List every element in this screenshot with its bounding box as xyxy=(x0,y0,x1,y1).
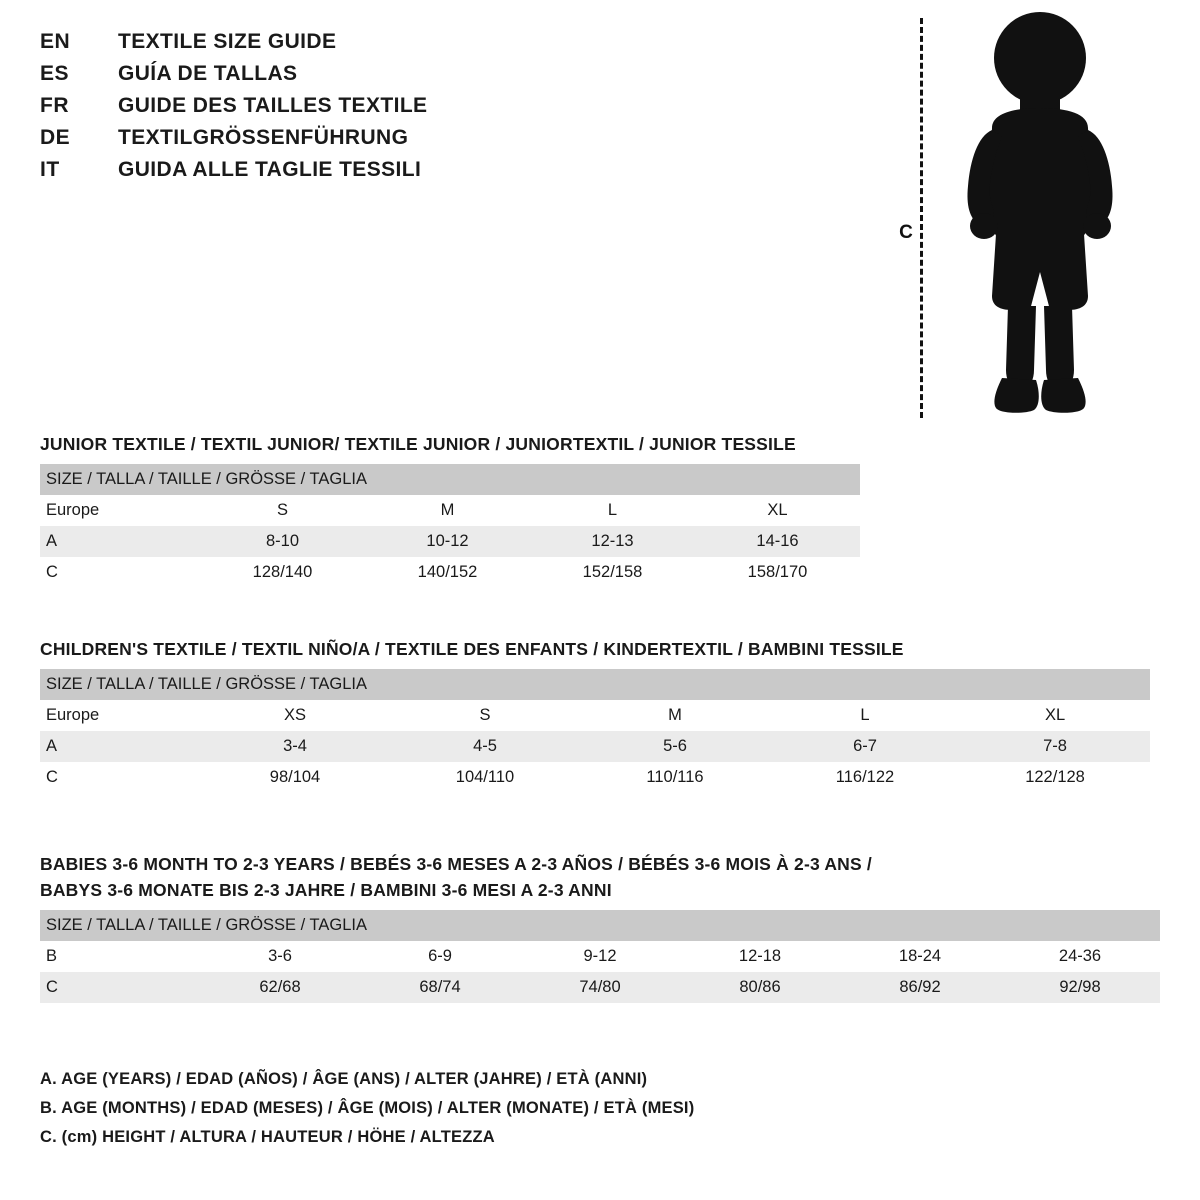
footnote-b: B. AGE (MONTHS) / EDAD (MESES) / ÂGE (MOIS) / ALTER (MONATE) / ETÀ (MESI) xyxy=(40,1099,695,1117)
cell-value: 122/128 xyxy=(960,762,1150,793)
cell-value: 8-10 xyxy=(200,526,365,557)
cell-value: 24-36 xyxy=(1000,941,1160,972)
section-children xyxy=(40,635,1160,793)
babies-size-table xyxy=(40,910,1160,1003)
cell-value: 68/74 xyxy=(360,972,520,1003)
cell-value: 62/68 xyxy=(200,972,360,1003)
cell-value: 140/152 xyxy=(365,557,530,588)
section-babies-title-line2: BABYS 3-6 MONATE BIS 2-3 JAHRE / BAMBINI 3-6 MESI A 2-3 ANNI xyxy=(40,880,612,900)
cell-value: XS xyxy=(200,700,390,731)
cell-value: L xyxy=(770,700,960,731)
section-junior xyxy=(40,430,1160,588)
section-junior-title: JUNIOR TEXTILE / TEXTIL JUNIOR/ TEXTILE JUNIOR / JUNIORTEXTIL / JUNIOR TESSILE xyxy=(40,434,796,454)
table-row xyxy=(40,557,860,588)
cell-value: XL xyxy=(960,700,1150,731)
cell-value: 9-12 xyxy=(520,941,680,972)
cell-value: XL xyxy=(695,495,860,526)
cell-value: 80/86 xyxy=(680,972,840,1003)
table-row xyxy=(40,762,1150,793)
table-header-row xyxy=(40,910,1160,941)
babies-size-header: SIZE / TALLA / TAILLE / GRÖSSE / TAGLIA xyxy=(40,910,1160,941)
cell-value: S xyxy=(200,495,365,526)
cell-value: 3-4 xyxy=(200,731,390,762)
table-row xyxy=(40,526,860,557)
row-label: Europe xyxy=(40,700,200,731)
title-lang-fr: FR xyxy=(40,94,69,117)
title-row-it xyxy=(40,158,660,190)
section-children-title: CHILDREN'S TEXTILE / TEXTIL NIÑO/A / TEXTILE DES ENFANTS / KINDERTEXTIL / BAMBINI TESSILE xyxy=(40,639,904,659)
table-header-row xyxy=(40,464,860,495)
row-label: B xyxy=(40,941,200,972)
cell-value: 12-18 xyxy=(680,941,840,972)
cell-value: 98/104 xyxy=(200,762,390,793)
cell-value: 6-7 xyxy=(770,731,960,762)
footnotes xyxy=(40,1065,1160,1152)
cell-value: 18-24 xyxy=(840,941,1000,972)
title-lang-es: ES xyxy=(40,62,70,85)
cell-value: 6-9 xyxy=(360,941,520,972)
cell-value: 14-16 xyxy=(695,526,860,557)
footnote-c: C. (cm) HEIGHT / ALTURA / HAUTEUR / HÖHE / ALTEZZA xyxy=(40,1128,495,1146)
title-row-fr xyxy=(40,94,660,126)
row-label: A xyxy=(40,526,200,557)
title-text-de: TEXTILGRÖSSENFÜHRUNG xyxy=(118,126,409,149)
title-lang-it: IT xyxy=(40,158,60,181)
cell-value: 4-5 xyxy=(390,731,580,762)
title-block xyxy=(40,30,660,190)
row-label: C xyxy=(40,972,200,1003)
height-marker-label: C xyxy=(895,222,917,244)
title-lang-en: EN xyxy=(40,30,71,53)
row-label: C xyxy=(40,762,200,793)
cell-value: L xyxy=(530,495,695,526)
junior-size-table xyxy=(40,464,860,588)
cell-value: 5-6 xyxy=(580,731,770,762)
child-silhouette-icon xyxy=(940,10,1140,420)
cell-value: M xyxy=(365,495,530,526)
cell-value: S xyxy=(390,700,580,731)
title-row-en xyxy=(40,30,660,62)
footnote-a: A. AGE (YEARS) / EDAD (AÑOS) / ÂGE (ANS) / ALTER (JAHRE) / ETÀ (ANNI) xyxy=(40,1070,648,1088)
cell-value: 152/158 xyxy=(530,557,695,588)
table-header-row xyxy=(40,669,1150,700)
cell-value: 92/98 xyxy=(1000,972,1160,1003)
cell-value: M xyxy=(580,700,770,731)
cell-value: 3-6 xyxy=(200,941,360,972)
title-row-de xyxy=(40,126,660,158)
table-row xyxy=(40,495,860,526)
row-label: A xyxy=(40,731,200,762)
section-babies xyxy=(40,850,1160,1003)
title-text-en: TEXTILE SIZE GUIDE xyxy=(118,30,337,53)
table-row xyxy=(40,972,1160,1003)
table-row xyxy=(40,700,1150,731)
cell-value: 10-12 xyxy=(365,526,530,557)
table-row xyxy=(40,731,1150,762)
table-row xyxy=(40,941,1160,972)
cell-value: 74/80 xyxy=(520,972,680,1003)
junior-size-header: SIZE / TALLA / TAILLE / GRÖSSE / TAGLIA xyxy=(40,464,860,495)
title-text-fr: GUIDE DES TAILLES TEXTILE xyxy=(118,94,428,117)
row-label: C xyxy=(40,557,200,588)
cell-value: 104/110 xyxy=(390,762,580,793)
cell-value: 158/170 xyxy=(695,557,860,588)
cell-value: 110/116 xyxy=(580,762,770,793)
children-size-header: SIZE / TALLA / TAILLE / GRÖSSE / TAGLIA xyxy=(40,669,1150,700)
row-label: Europe xyxy=(40,495,200,526)
cell-value: 86/92 xyxy=(840,972,1000,1003)
measurement-figure xyxy=(895,10,1145,420)
cell-value: 7-8 xyxy=(960,731,1150,762)
height-dashed-line xyxy=(920,18,923,418)
children-size-table xyxy=(40,669,1150,793)
title-lang-de: DE xyxy=(40,126,71,149)
cell-value: 12-13 xyxy=(530,526,695,557)
cell-value: 128/140 xyxy=(200,557,365,588)
title-text-it: GUIDA ALLE TAGLIE TESSILI xyxy=(118,158,422,181)
cell-value: 116/122 xyxy=(770,762,960,793)
title-row-es xyxy=(40,62,660,94)
title-text-es: GUÍA DE TALLAS xyxy=(118,62,298,85)
section-babies-title-line1: BABIES 3-6 MONTH TO 2-3 YEARS / BEBÉS 3-6 MESES A 2-3 AÑOS / BÉBÉS 3-6 MOIS À 2-3 ANS / xyxy=(40,854,872,874)
